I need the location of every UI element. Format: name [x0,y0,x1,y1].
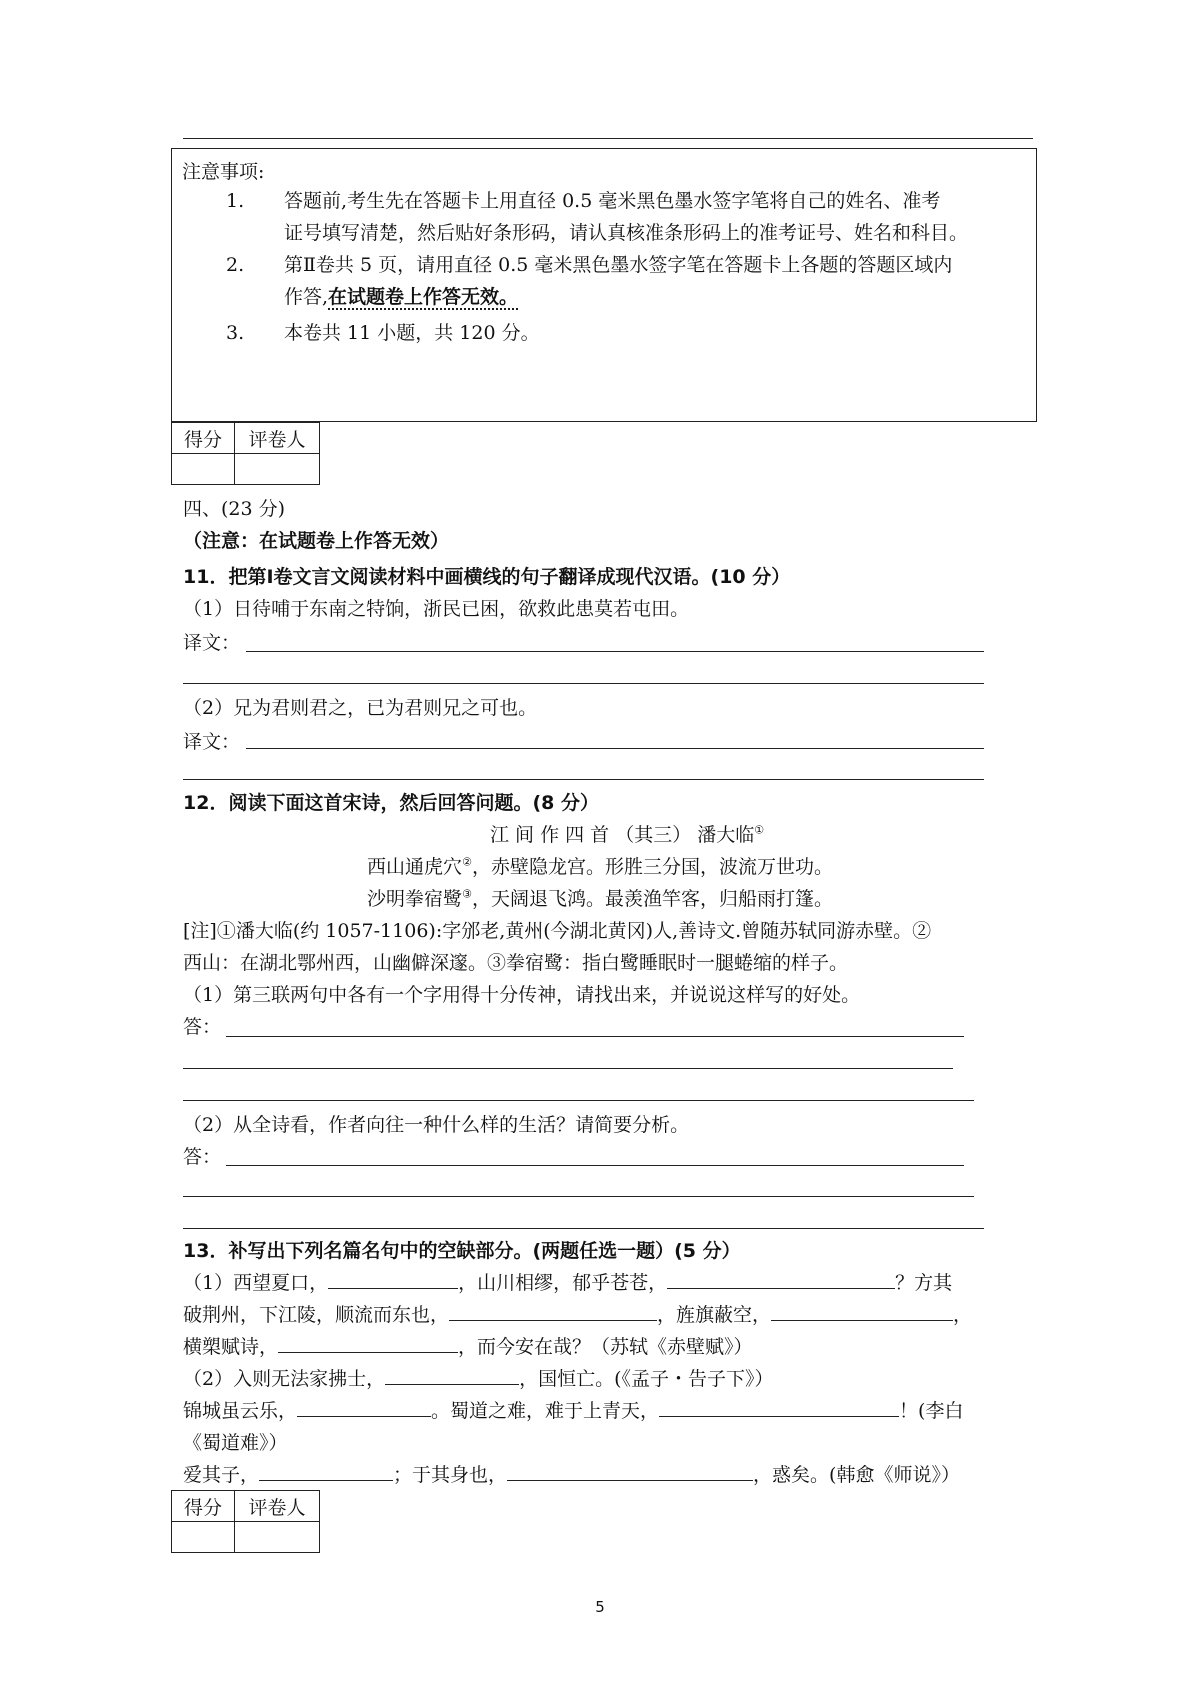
poem-note-2: 西山：在湖北鄂州西，山幽僻深邃。③拳宿鹭：指白鹭睡眠时一腿蜷缩的样子。 [183,952,849,974]
q12-answer-label-1: 答： [183,1016,222,1038]
poem-title: 江 间 作 四 首 （其三） 潘大临① [490,823,765,846]
poem-line-2: 沙明拳宿鹭③，天阔退飞鸿。最羡渔竿客，归船雨打篷。 [367,887,833,910]
q11-sentence-2: （2）兄为君则君之，已为君则兄之可也。 [183,697,538,719]
notice-box: 注意事项: 1. 答题前,考生先在答题卡上用直径 0.5 毫米黑色墨水签字笔将自己的姓名、准考 证号填写清楚，然后贴好条形码，请认真核准条形码上的准考证号、姓名和科目。 2. 第Ⅱ卷共 5 页，请用直径 0.5 毫米黑色墨水签字笔在答题卡上各题的答题区域内 作答,在试题卷上作答无效。 3. 本卷共 11 小题，共 120 分。 [171,148,1037,422]
q13-row-7: 爱其子， ；于其身也， ，惑矣。(韩愈《师说》） [183,1460,960,1487]
header-rule [183,138,1033,139]
score-table-1 [171,422,320,485]
q12-sub-2: （2）从全诗看，作者向往一种什么样的生活？请简要分析。 [183,1114,690,1136]
q13-row-1: （1）西望夏口， ，山川相缪，郁乎苍苍， ？方其 [183,1268,952,1295]
fill-blank[interactable] [259,1460,393,1481]
section-title: 四、(23 分) [183,498,286,520]
q13-row-2: 破荆州，下江陵，顺流而东也， ，旌旗蔽空， ， [183,1300,972,1327]
answer-line[interactable] [226,1165,964,1166]
fill-blank[interactable] [278,1332,458,1353]
answer-line[interactable] [183,1228,984,1229]
score-table-2 [171,1490,320,1553]
page-number: 5 [595,1598,605,1616]
answer-line[interactable] [183,1100,974,1101]
notice-title: 注意事项: [182,161,265,183]
grader-cell[interactable] [235,1522,320,1553]
q13-row-4: （2）入则无法家拂士， ，国恒亡。(《孟子・告子下》） [183,1364,774,1391]
section-note: （注意：在试题卷上作答无效） [183,530,450,552]
grader-header: 评卷人 [235,423,320,454]
poem-line-1: 西山通虎穴②，赤壁隐龙宫。形胜三分国，波流万世功。 [367,855,833,878]
q11-answer-label-2: 译文： [183,731,241,753]
fill-blank[interactable] [449,1300,657,1321]
q12-title: 12．阅读下面这首宋诗，然后回答问题。(8 分） [183,792,599,814]
fill-blank[interactable] [771,1300,953,1321]
poem-note-1: [注]①潘大临(约 1057-1106):字邠老,黄州(今湖北黄冈)人,善诗文.曾随苏轼同游赤壁。② [183,920,932,942]
answer-line[interactable] [246,651,984,652]
q13-title: 13．补写出下列名篇名句中的空缺部分。(两题任选一题）(5 分） [183,1240,741,1262]
q13-row-6: 《蜀道难》） [183,1432,288,1454]
q12-answer-label-2: 答： [183,1146,222,1168]
q12-sub-1: （1）第三联两句中各有一个字用得十分传神，请找出来，并说说这样写的好处。 [183,984,861,1006]
answer-line[interactable] [183,779,984,780]
fill-blank[interactable] [385,1364,519,1385]
q11-answer-label-1: 译文： [183,632,241,654]
grader-header: 评卷人 [235,1491,320,1522]
fill-blank[interactable] [507,1460,753,1481]
answer-line[interactable] [183,1068,953,1069]
q11-sentence-1: （1）日待哺于东南之特饷，浙民已困，欲救此患莫若屯田。 [183,598,690,620]
score-header: 得分 [172,423,235,454]
answer-line[interactable] [246,748,984,749]
fill-blank[interactable] [659,1396,899,1417]
grader-cell[interactable] [235,454,320,485]
answer-line[interactable] [183,683,984,684]
q13-row-3: 横槊赋诗， ，而今安在哉？（苏轼《赤壁赋》） [183,1332,753,1359]
q11-title: 11．把第Ⅰ卷文言文阅读材料中画横线的句子翻译成现代汉语。(10 分） [183,566,791,588]
fill-blank[interactable] [667,1268,895,1289]
score-cell[interactable] [172,454,235,485]
fill-blank[interactable] [328,1268,458,1289]
answer-line[interactable] [183,1196,974,1197]
score-header: 得分 [172,1491,235,1522]
fill-blank[interactable] [297,1396,431,1417]
answer-line[interactable] [226,1036,964,1037]
score-cell[interactable] [172,1522,235,1553]
emphasis-text: 在试题卷上作答无效。 [328,286,519,308]
q13-row-5: 锦城虽云乐， 。蜀道之难，难于上青天， ！(李白 [183,1396,963,1423]
